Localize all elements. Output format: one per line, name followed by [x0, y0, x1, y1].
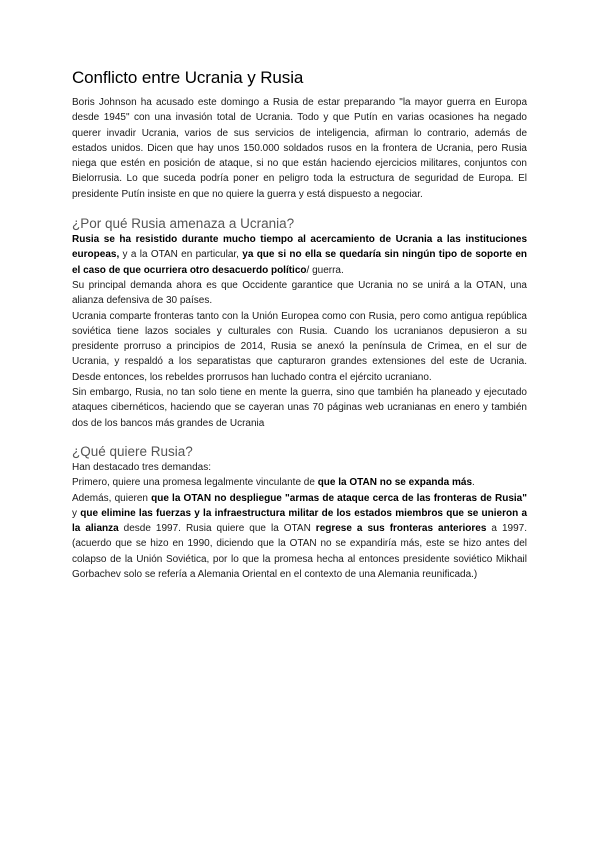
plain-text: desde 1997. Rusia quiere que la OTAN — [118, 523, 316, 535]
why-paragraph-1 — [72, 232, 527, 278]
section-heading-why: ¿Por qué Rusia amenaza a Ucrania? — [72, 216, 295, 232]
bold-text: que la OTAN no se expanda más — [317, 477, 473, 489]
what-paragraph-1: Han destacado tres demandas: — [72, 461, 211, 473]
plain-text: Primero, quiere una promesa legalmente vinculante de — [72, 477, 318, 489]
why-paragraph-3: Ucrania comparte fronteras tanto con la Unión Europea como con Rusia, pero como antigua república soviética tiene lazos sociales y culturales con Rusia. Cuando los ucranianos depusieron a su presidente prorruso a principios de 2014, Rusia se anexó la península de Crimea, en el sur de Ucrania, y respaldó a los separatistas que capturaron grandes extensiones del este de Ucrania. Desde entonces, los rebeldes prorrusos han luchado contra el ejército ucraniano. — [72, 310, 527, 383]
plain-text: y — [72, 507, 81, 519]
what-paragraph-2 — [72, 475, 527, 490]
page-title: Conflicto entre Ucrania y Rusia — [72, 68, 304, 87]
bold-text: que elimine las fuerzas y la infraestructura militar de los estados miembros que se unieron a la alianza — [72, 507, 528, 535]
bold-text: ya que si no ella se quedaría sin ningún tipo de soporte en el caso de que ocurriera otro desacuerdo político — [72, 249, 527, 276]
document-body — [72, 68, 527, 582]
what-paragraph-3 — [72, 491, 527, 583]
plain-text: Además, quieren — [72, 492, 152, 504]
spacer — [72, 431, 527, 444]
plain-text: a 1997. (acuerdo que se hizo en 1990, diciendo que la OTAN no se expandiría más, este se hizo antes del colapso de la Unión Soviética, por lo que la promesa hecha al entonces presidente soviético Mikhail Gorbachev solo se refería a Alemania Oriental en el contexto de una Alemania reunificada.) — [72, 523, 527, 581]
spacer — [72, 202, 527, 216]
bold-text: regrese a sus fronteras anteriores — [315, 523, 487, 535]
plain-text: y a la OTAN en particular, — [119, 249, 243, 261]
bold-text: que la OTAN no despliegue "armas de ataque cerca de las fronteras de Rusia" — [151, 492, 527, 504]
why-paragraph-2: Su principal demanda ahora es que Occidente garantice que Ucrania no se unirá a la OTAN, una alianza defensiva de 30 países. — [72, 279, 527, 307]
plain-text: . — [472, 477, 475, 489]
section-heading-what: ¿Qué quiere Rusia? — [72, 443, 193, 459]
intro-paragraph: Boris Johnson ha acusado este domingo a Rusia de estar preparando "la mayor guerra en Europa desde 1945" con una invasión total de Ucrania. Todo y que Putín en varias ocasiones ha negado querer invadir Ucrania, varios de sus servicios de inteligencia, afirman lo contrario, además de estados unidos. Dicen que hay unos 150.000 soldados rusos en la frontera de Ucrania, pero Rusia niega que estén en posición de ataque, si no que están haciendo ejercicios militares, conjuntos con Bielorrusia. Lo que suceda podría poner en peligro toda la estructura de seguridad de Europa. El presidente Putín insiste en que no quiere la guerra y está dispuesto a negociar. — [72, 97, 527, 200]
bold-text: Rusia se ha resistido durante mucho tiempo al acercamiento de Ucrania a las instituciones europeas, — [72, 234, 527, 261]
plain-text: / guerra. — [306, 264, 344, 276]
why-paragraph-4: Sin embargo, Rusia, no tan solo tiene en mente la guerra, sino que también ha planeado y ejecutado ataques cibernéticos, haciendo que se cayeran unas 70 páginas web ucranianas en enero y también dos de los bancos más grandes de Ucrania — [72, 387, 527, 429]
